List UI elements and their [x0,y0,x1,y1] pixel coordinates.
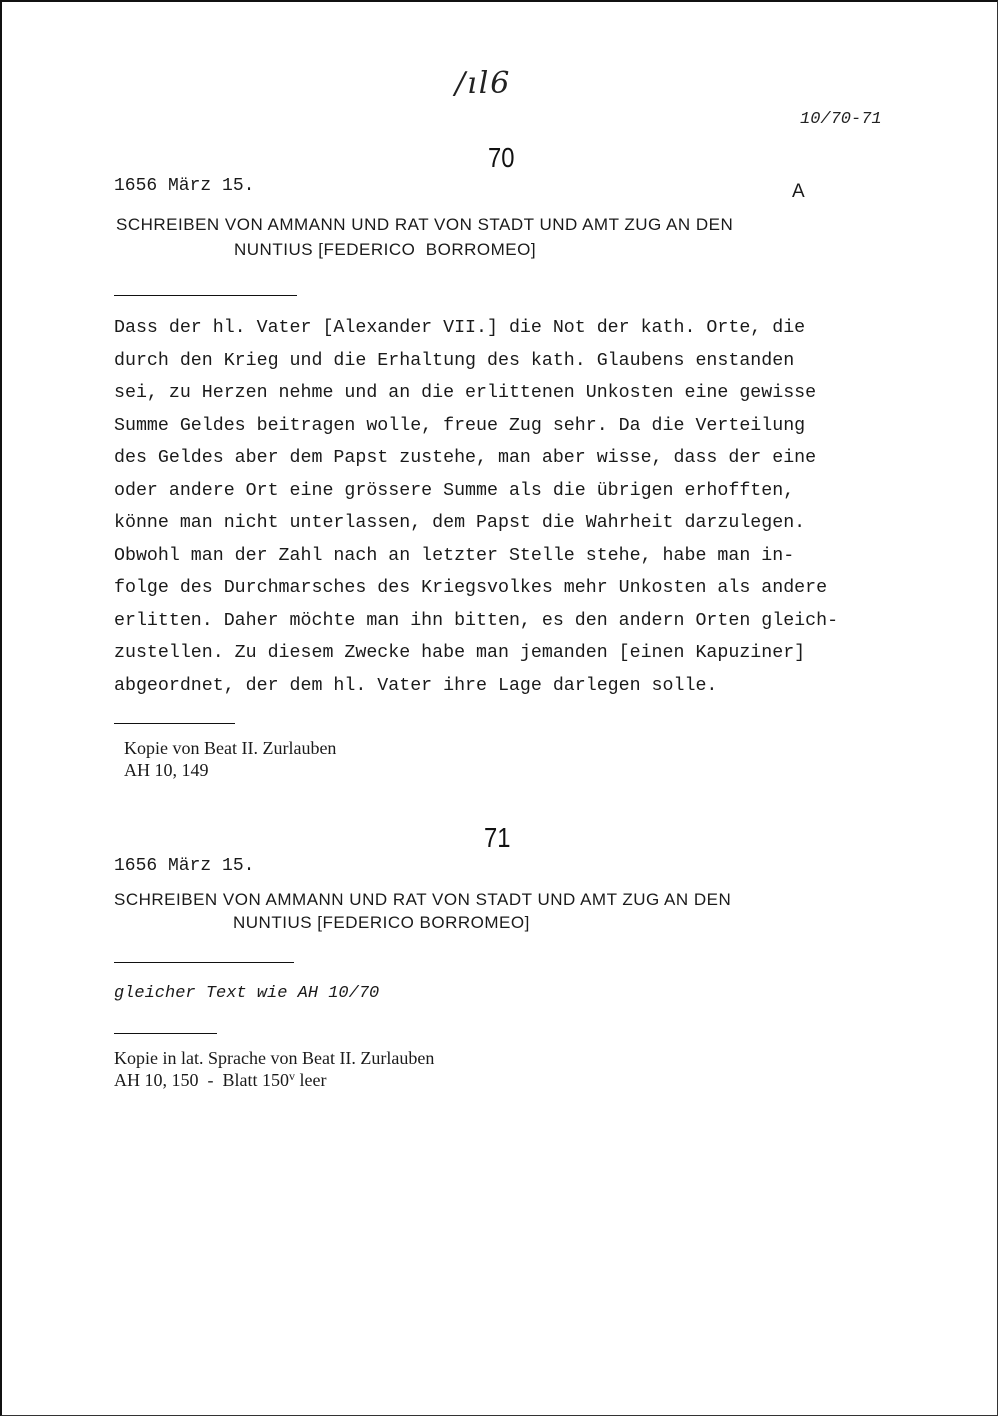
summary-line: sei, zu Herzen nehme und an die erlittenen Unkosten eine gewisse [114,383,817,403]
entry-71-number: 71 [484,822,511,853]
summary-line: folge des Durchmarsches des Kriegsvolkes mehr Unkosten als andere [114,578,828,598]
entry-71-divider [114,962,294,963]
entry-70-source-divider [114,723,235,724]
source-line2-suffix: leer [295,1070,327,1090]
summary-line: Dass der hl. Vater [Alexander VII.] die Not der kath. Orte, die [114,318,806,338]
summary-line: des Geldes aber dem Papst zustehe, man aber wisse, dass der eine [114,448,817,468]
summary-line: abgeordnet, der dem hl. Vater ihre Lage darlegen solle. [114,675,718,696]
handwritten-page-mark: /ıl6 [455,66,512,101]
entry-71-note: gleicher Text wie AH 10/70 [114,984,380,1003]
summary-line: Obwohl man der Zahl nach an letzter Stelle stehe, habe man in- [114,545,795,566]
entry-71-source-divider [114,1033,217,1034]
document-reference: 10/70-71 [800,110,882,129]
summary-line: könne man nicht unterlassen, dem Papst die Wahrheit darzulegen. [114,513,806,533]
summary-line: zustellen. Zu diesem Zwecke habe man jemanden [einen Kapuziner] [114,643,806,663]
entry-71-source-line2 [114,1069,326,1091]
source-line2-prefix: AH 10, 150 - Blatt 150 [114,1070,289,1090]
summary-line: durch den Krieg und die Erhaltung des kath. Glaubens enstanden [114,350,795,371]
entry-70-number: 70 [488,142,515,173]
entry-70-summary [114,312,914,702]
entry-71-source-line1: Kopie in lat. Sprache von Beat II. Zurlauben [114,1048,435,1068]
summary-line: Summe Geldes beitragen wolle, freue Zug sehr. Da die Verteilung [114,415,806,436]
entry-70-date: 1656 März 15. [114,176,255,196]
entry-70-marker: A [792,181,805,202]
verso-superscript: v [289,1069,295,1083]
entry-70-heading-line1: SCHREIBEN VON AMMANN UND RAT VON STADT UND AMT ZUG AN DEN [116,215,734,234]
entry-71-heading-line2: NUNTIUS [FEDERICO BORROMEO] [233,913,530,932]
entry-70-source-line2: AH 10, 149 [124,760,209,780]
entry-71-heading-line1: SCHREIBEN VON AMMANN UND RAT VON STADT UND AMT ZUG AN DEN [114,890,732,909]
entry-70-source-line1: Kopie von Beat II. Zurlauben [124,738,337,758]
summary-line: oder andere Ort eine grössere Summe als die übrigen erhofften, [114,480,795,501]
entry-70-heading-line2: NUNTIUS [FEDERICO BORROMEO] [234,240,537,259]
summary-line: erlitten. Daher möchte man ihn bitten, es den andern Orten gleich- [114,610,839,631]
entry-71-date: 1656 März 15. [114,856,255,876]
entry-70-divider [114,295,297,296]
